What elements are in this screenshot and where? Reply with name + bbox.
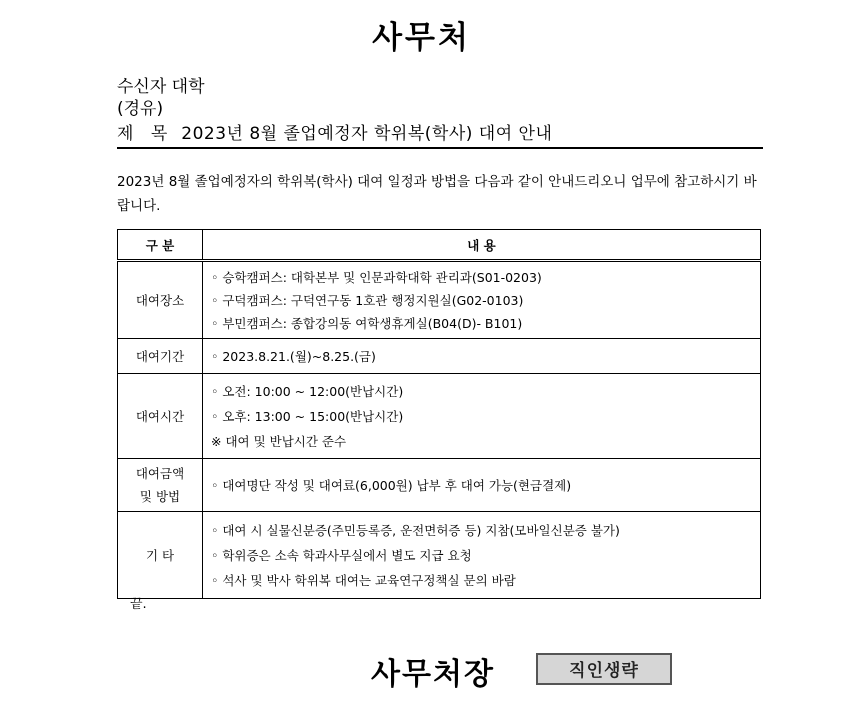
row-category-time: 대여시간	[118, 374, 203, 459]
header-divider	[117, 147, 763, 149]
table-row	[118, 339, 761, 374]
header-category: 구 분	[118, 230, 203, 261]
content-line: ◦ 구덕캠퍼스: 구덕연구동 1호관 행정지원실(G02-0103)	[211, 292, 524, 308]
content-line: ◦ 대여명단 작성 및 대여료(6,000원) 납부 후 대여 가능(현금결제)	[211, 477, 572, 493]
table-row	[118, 374, 761, 459]
end-mark: 끝.	[130, 597, 147, 612]
table-header-row	[118, 230, 761, 261]
row-category-location: 대여장소	[118, 261, 203, 339]
category-line: 및 방법	[139, 489, 181, 504]
table-row	[118, 261, 761, 339]
subject-line	[117, 123, 552, 145]
recipient-line: 수신자 대학	[117, 77, 205, 97]
content-line: ◦ 학위증은 소속 학과사무실에서 별도 지급 요청	[211, 547, 472, 563]
content-line: ◦ 2023.8.21.(월)~8.25.(금)	[211, 348, 376, 364]
document-title: 사무처	[372, 20, 471, 56]
intro-paragraph: 2023년 8월 졸업예정자의 학위복(학사) 대여 일정과 방법을 다음과 같이 안내드리오니 업무에 참고하시기 바랍니다.	[117, 174, 757, 214]
via-line: (경유)	[117, 99, 164, 119]
rental-info-table	[117, 229, 761, 599]
table-row	[118, 459, 761, 512]
subject-text: 2023년 8월 졸업예정자 학위복(학사) 대여 안내	[181, 124, 553, 144]
row-content-period	[203, 339, 761, 374]
row-content-location	[203, 261, 761, 339]
subject-label: 제 목	[117, 124, 174, 144]
sender-name: 사무처장	[371, 657, 495, 692]
content-line: ※ 대여 및 반납시간 준수	[211, 433, 347, 449]
row-category-etc: 기 타	[118, 512, 203, 599]
row-category-period: 대여기간	[118, 339, 203, 374]
category-line: 대여금액	[135, 466, 185, 481]
row-content-etc	[203, 512, 761, 599]
content-line: ◦ 대여 시 실물신분증(주민등록증, 운전면허증 등) 지참(모바일신분증 불가)	[211, 522, 620, 538]
row-content-fee	[203, 459, 761, 512]
header-content: 내 용	[203, 230, 761, 261]
content-line: ◦ 오전: 10:00 ~ 12:00(반납시간)	[211, 383, 404, 399]
table-row	[118, 512, 761, 599]
content-line: ◦ 승학캠퍼스: 대학본부 및 인문과학대학 관리과(S01-0203)	[211, 269, 542, 285]
content-line: ◦ 부민캠퍼스: 종합강의동 여학생휴게실(B04(D)- B101)	[211, 315, 523, 331]
content-line: ◦ 오후: 13:00 ~ 15:00(반납시간)	[211, 408, 404, 424]
seal-stamp: 직인생략	[536, 653, 672, 685]
row-category-fee	[118, 459, 203, 512]
row-content-time	[203, 374, 761, 459]
content-line: ◦ 석사 및 박사 학위복 대여는 교육연구정책실 문의 바람	[211, 572, 516, 588]
